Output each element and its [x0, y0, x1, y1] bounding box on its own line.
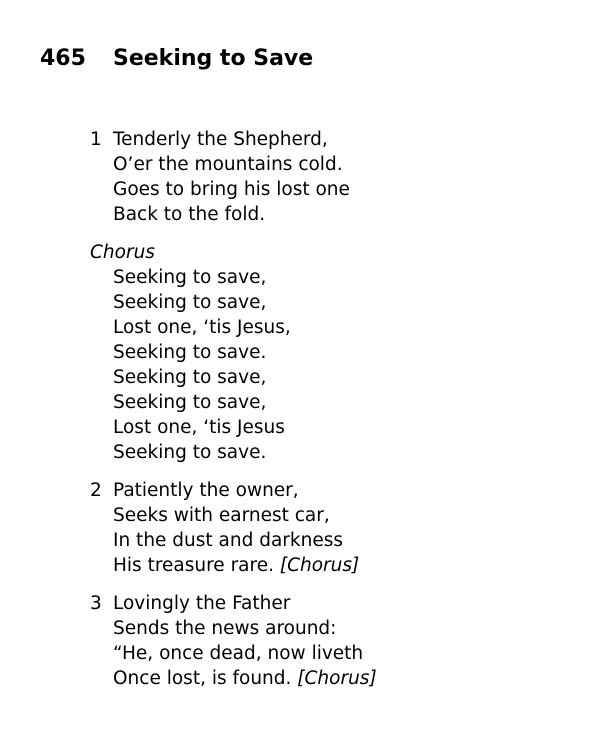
lyric-line-text: Once lost, is found. [113, 668, 292, 689]
lyric-line: Seeking to save. [113, 342, 267, 363]
lyric-line: Back to the fold. [113, 204, 266, 225]
stanza-2 [90, 478, 590, 578]
chorus-reference: [Chorus] [297, 668, 377, 689]
lyric-line: Goes to bring his lost one [113, 179, 350, 200]
lyric-line: O’er the mountains cold. [113, 154, 343, 175]
lyric-line-text: His treasure rare. [113, 555, 274, 576]
chorus-label: Chorus [90, 242, 155, 263]
lyrics [90, 127, 590, 704]
lyric-line: Seeking to save, [113, 292, 267, 313]
lyric-line: In the dust and darkness [113, 530, 344, 551]
lyric-line: Seeking to save, [113, 367, 267, 388]
lyric-line: “He, once dead, now liveth [113, 643, 364, 664]
chorus [90, 240, 590, 465]
lyric-line: Seeking to save. [113, 442, 267, 463]
lyric-line: Seeking to save, [113, 267, 267, 288]
stanza-1 [90, 127, 590, 227]
lyric-line-with-chorus-ref [90, 666, 590, 691]
stanza-number: 1 [90, 129, 102, 150]
stanza-3 [90, 591, 590, 691]
lyric-line: Lost one, ‘tis Jesus, [113, 317, 291, 338]
lyric-line: Seeking to save, [113, 392, 267, 413]
lyric-line: Tenderly the Shepherd, [113, 129, 328, 150]
lyric-line-with-chorus-ref [90, 553, 590, 578]
chorus-reference: [Chorus] [279, 555, 360, 576]
hymn-number: 465 [40, 46, 86, 71]
lyric-line: Sends the news around: [113, 618, 337, 639]
lyric-line: Seeks with earnest car, [113, 505, 330, 526]
lyric-line: Lovingly the Father [113, 593, 291, 614]
lyric-line: Patiently the owner, [113, 480, 299, 501]
hymn-title: Seeking to Save [113, 46, 314, 71]
stanza-number: 3 [90, 593, 102, 614]
lyric-line: Lost one, ‘tis Jesus [113, 417, 285, 438]
stanza-number: 2 [90, 480, 102, 501]
hymn-header [40, 46, 313, 71]
